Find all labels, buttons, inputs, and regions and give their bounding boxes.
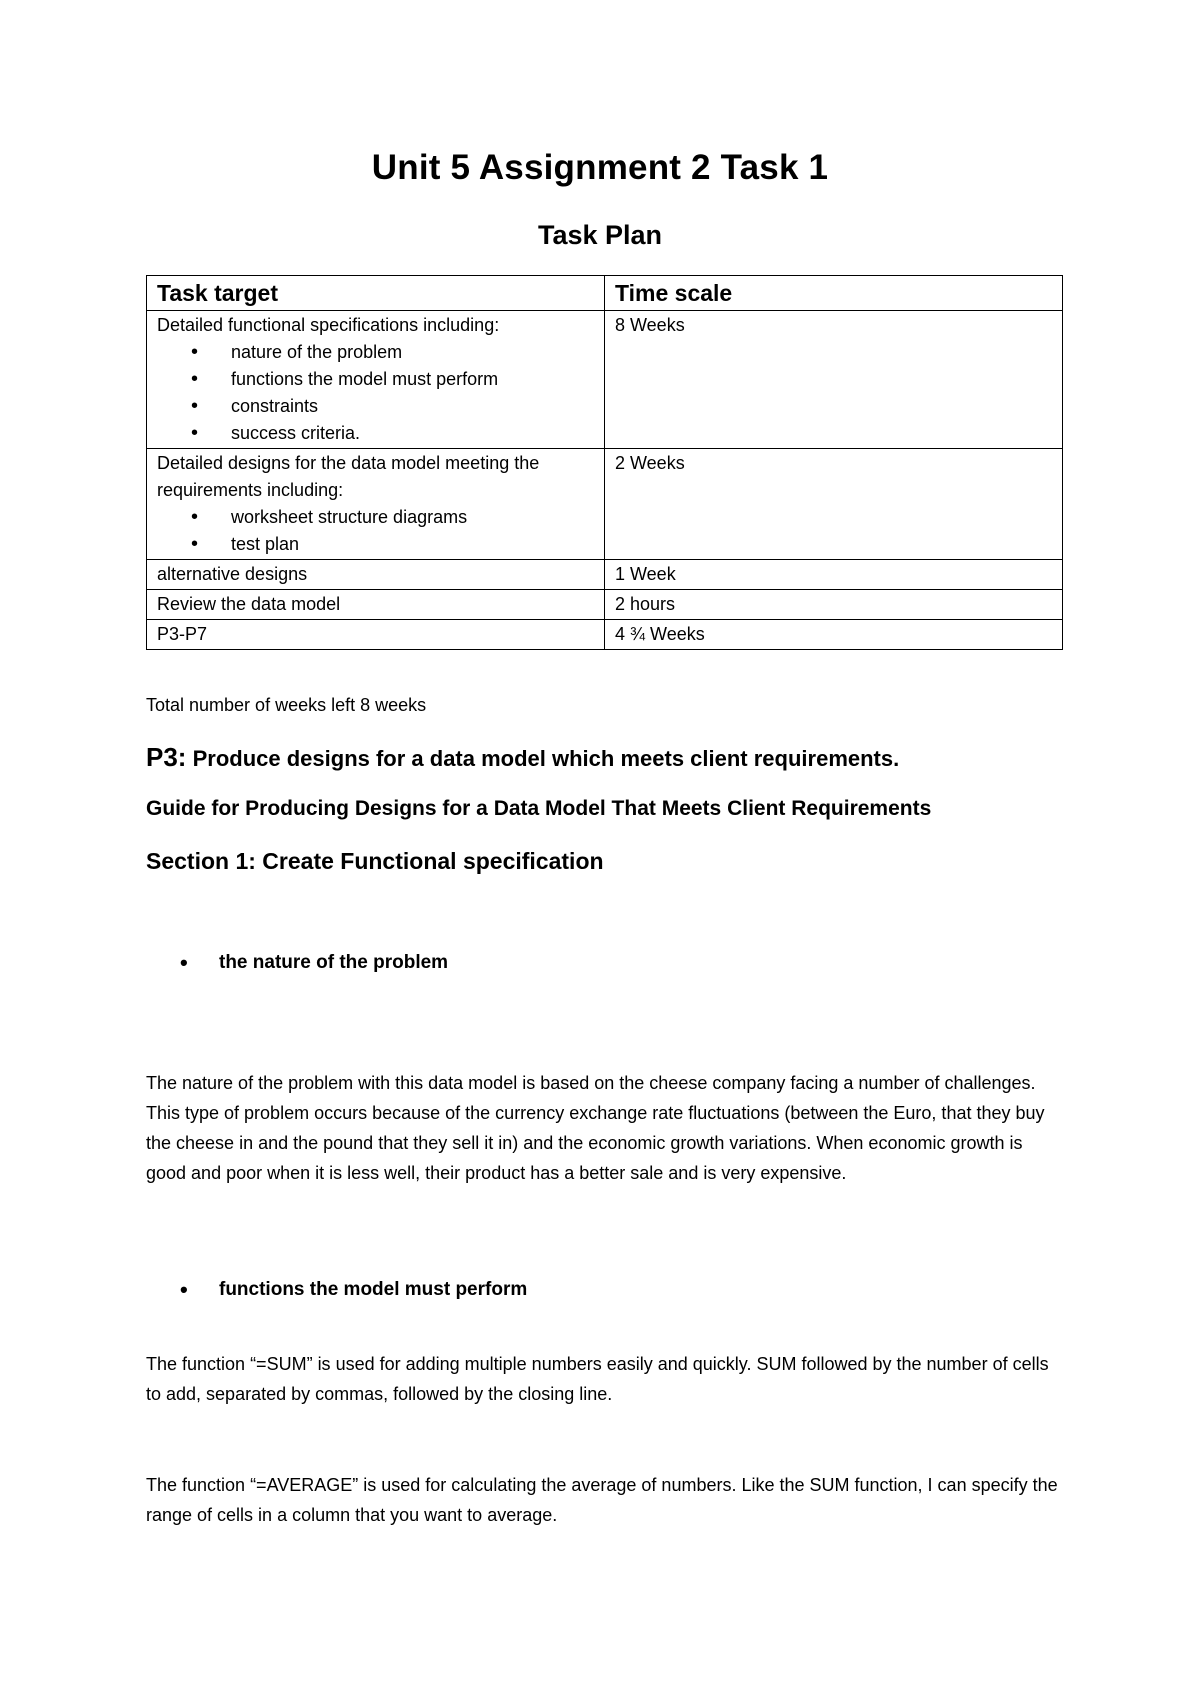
document-title: Unit 5 Assignment 2 Task 1 — [371, 148, 829, 187]
bullet-dot-icon: • — [180, 1277, 188, 1302]
sum-paragraph: The function “=SUM” is used for adding multiple numbers easily and quickly. SUM followed by the number of cells to add, separated by commas, followed by the closing line. — [146, 1354, 1049, 1404]
p3-code: P3: — [146, 742, 187, 772]
document-subtitle: Task Plan — [537, 220, 663, 250]
task-cell: Review the data model — [147, 590, 605, 620]
header-time-scale: Time scale — [605, 276, 1063, 311]
task-cell — [147, 449, 605, 560]
list-item: • constraints — [231, 393, 594, 420]
section-heading: Section 1: Create Functional specification — [146, 848, 604, 874]
functions-heading: functions the model must perform — [219, 1279, 528, 1300]
task-bullet-list — [157, 339, 594, 447]
table-row — [147, 449, 1063, 560]
time-cell: 4 ¾ Weeks — [605, 620, 1063, 650]
p3-heading — [146, 742, 899, 773]
list-item: • worksheet structure diagrams — [231, 504, 594, 531]
table-header-row — [147, 276, 1063, 311]
time-cell: 2 Weeks — [605, 449, 1063, 560]
nature-paragraph: The nature of the problem with this data model is based on the cheese company facing a number of challenges. This type of problem occurs because of the currency exchange rate fluctuations (between the Euro, that they buy the cheese in and the pound that they sell it in) and the economic growth variations. When economic growth is good and poor when it is less well, their product has a better sale and is very expensive. — [146, 1073, 1045, 1183]
list-item: • test plan — [231, 531, 594, 558]
task-cell: alternative designs — [147, 560, 605, 590]
table-row — [147, 560, 1063, 590]
bullet-dot-icon: • — [180, 950, 188, 975]
header-task-target: Task target — [147, 276, 605, 311]
task-intro: Detailed designs for the data model meeting the requirements including: — [157, 453, 540, 500]
time-cell: 1 Week — [605, 560, 1063, 590]
task-intro: Detailed functional specifications including: — [157, 315, 500, 335]
table-row — [147, 590, 1063, 620]
task-plan-table — [146, 275, 1063, 650]
time-cell: 2 hours — [605, 590, 1063, 620]
list-item: • nature of the problem — [231, 339, 594, 366]
p3-heading-text: Produce designs for a data model which meets client requirements. — [192, 746, 900, 771]
task-cell — [147, 311, 605, 449]
guide-heading: Guide for Producing Designs for a Data Model That Meets Client Requirements — [146, 797, 932, 820]
task-bullet-list — [157, 504, 594, 558]
table-row — [147, 620, 1063, 650]
total-weeks-text: Total number of weeks left 8 weeks — [146, 695, 427, 715]
task-cell: P3-P7 — [147, 620, 605, 650]
table-row — [147, 311, 1063, 449]
time-cell: 8 Weeks — [605, 311, 1063, 449]
list-item: • functions the model must perform — [231, 366, 594, 393]
nature-heading: the nature of the problem — [219, 952, 449, 973]
list-item: • success criteria. — [231, 420, 594, 447]
average-paragraph: The function “=AVERAGE” is used for calculating the average of numbers. Like the SUM function, I can specify the range of cells in a column that you want to average. — [146, 1475, 1058, 1525]
